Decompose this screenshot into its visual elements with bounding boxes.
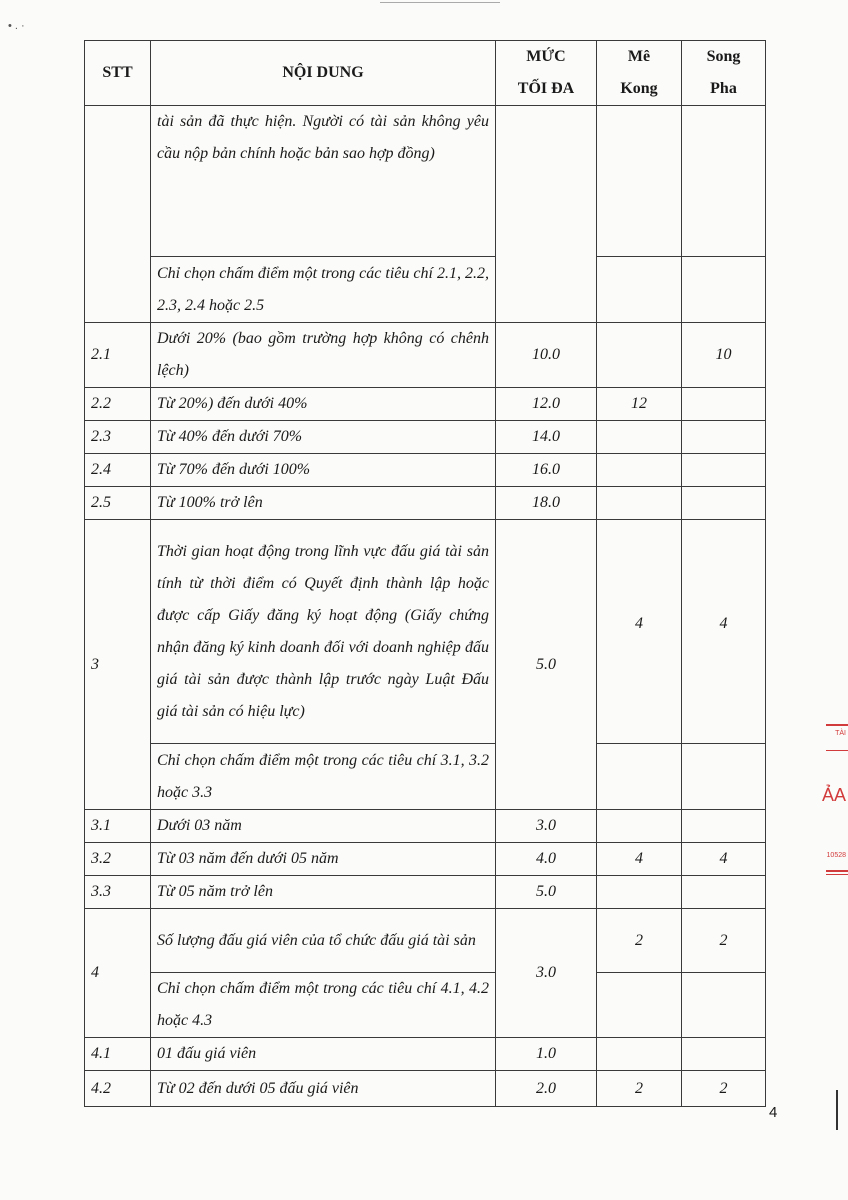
- stt-cell: 4.2: [85, 1071, 151, 1107]
- header-songpha: Song Pha: [682, 41, 766, 106]
- mekong-cell: [597, 973, 682, 1038]
- stt-cell: 4: [85, 909, 151, 1038]
- songpha-cell: 4: [682, 520, 766, 744]
- page-number: 4: [769, 1104, 778, 1121]
- table-row: [85, 973, 766, 1038]
- max-cell: 10.0: [496, 323, 597, 388]
- stt-cell: 3.2: [85, 843, 151, 876]
- songpha-cell: [682, 876, 766, 909]
- mekong-cell: [597, 810, 682, 843]
- songpha-cell: [682, 1038, 766, 1071]
- table-row: [85, 421, 766, 454]
- stt-cell: 2.2: [85, 388, 151, 421]
- content-cell: Dưới 03 năm: [151, 810, 496, 843]
- table-row: [85, 388, 766, 421]
- seal-edge-bottom: [826, 868, 848, 875]
- max-cell: 14.0: [496, 421, 597, 454]
- mekong-cell: 2: [597, 909, 682, 973]
- stt-cell: 3.3: [85, 876, 151, 909]
- stt-cell: 2.4: [85, 454, 151, 487]
- content-cell: Từ 70% đến dưới 100%: [151, 454, 496, 487]
- content-cell: Từ 02 đến dưới 05 đấu giá viên: [151, 1071, 496, 1107]
- content-cell: 01 đấu giá viên: [151, 1038, 496, 1071]
- content-cell: Từ 03 năm đến dưới 05 năm: [151, 843, 496, 876]
- mekong-cell: 2: [597, 1071, 682, 1107]
- max-cell: 12.0: [496, 388, 597, 421]
- table-row: [85, 1071, 766, 1107]
- songpha-cell: [682, 257, 766, 323]
- seal-edge-line: [826, 748, 848, 751]
- max-cell: 5.0: [496, 876, 597, 909]
- mekong-cell: [597, 323, 682, 388]
- table-row: [85, 454, 766, 487]
- choose-criteria-3: Chỉ chọn chấm điểm một trong các tiêu chí 3.1, 3.2 hoặc 3.3: [151, 744, 496, 810]
- content-cell: Từ 100% trở lên: [151, 487, 496, 520]
- scoring-table: [84, 40, 766, 1107]
- mekong-cell: 4: [597, 843, 682, 876]
- content-cell: Từ 40% đến dưới 70%: [151, 421, 496, 454]
- table-row: [85, 744, 766, 810]
- scan-mark: • . ·: [8, 20, 25, 32]
- table-row: [85, 520, 766, 744]
- songpha-cell: [682, 487, 766, 520]
- seal-text-1: TÀI: [835, 730, 846, 737]
- stt-cell: 2.3: [85, 421, 151, 454]
- content-cell: tài sản đã thực hiện. Người có tài sản không yêu cầu nộp bản chính hoặc bản sao hợp đồng): [151, 106, 496, 257]
- stt-cell: 2.1: [85, 323, 151, 388]
- content-cell: Từ 05 năm trở lên: [151, 876, 496, 909]
- max-cell: 5.0: [496, 520, 597, 810]
- table-row: [85, 323, 766, 388]
- mekong-cell: [597, 876, 682, 909]
- mekong-cell: [597, 744, 682, 810]
- scan-edge-mark: [836, 1090, 838, 1130]
- stt-cell: [85, 106, 151, 323]
- max-cell: 16.0: [496, 454, 597, 487]
- mekong-cell: 12: [597, 388, 682, 421]
- max-cell: 18.0: [496, 487, 597, 520]
- mekong-cell: [597, 421, 682, 454]
- max-cell: [496, 106, 597, 323]
- max-cell: 3.0: [496, 810, 597, 843]
- songpha-cell: [682, 744, 766, 810]
- stt-cell: 3.1: [85, 810, 151, 843]
- songpha-cell: 2: [682, 909, 766, 973]
- songpha-cell: 2: [682, 1071, 766, 1107]
- mekong-cell: 4: [597, 520, 682, 744]
- table-row: [85, 487, 766, 520]
- table-row: [85, 876, 766, 909]
- songpha-cell: [682, 421, 766, 454]
- songpha-cell: [682, 388, 766, 421]
- table-row: [85, 810, 766, 843]
- max-cell: 4.0: [496, 843, 597, 876]
- seal-text-2: ẢA: [821, 785, 846, 805]
- scan-top-mark: [380, 2, 500, 3]
- content-cell: Số lượng đấu giá viên của tổ chức đấu giá tài sản: [151, 909, 496, 973]
- mekong-cell: [597, 106, 682, 257]
- content-cell: Từ 20%) đến dưới 40%: [151, 388, 496, 421]
- table-row: [85, 1038, 766, 1071]
- seal-edge-top: [826, 722, 848, 726]
- max-cell: 2.0: [496, 1071, 597, 1107]
- mekong-cell: [597, 1038, 682, 1071]
- songpha-cell: [682, 810, 766, 843]
- choose-criteria-4: Chỉ chọn chấm điểm một trong các tiêu chí 4.1, 4.2 hoặc 4.3: [151, 973, 496, 1038]
- table-row: [85, 257, 766, 323]
- table-header-row: [85, 41, 766, 106]
- songpha-cell: [682, 454, 766, 487]
- table-row: [85, 909, 766, 973]
- songpha-cell: [682, 106, 766, 257]
- content-cell: Dưới 20% (bao gồm trường hợp không có chênh lệch): [151, 323, 496, 388]
- songpha-cell: [682, 973, 766, 1038]
- content-cell: Thời gian hoạt động trong lĩnh vực đấu giá tài sản tính từ thời điểm có Quyết định thành lập hoặc được cấp Giấy đăng ký hoạt động (Giấy chứng nhận đăng ký kinh doanh đối với doanh nghiệp đấu giá tài sản được thành lập trước ngày Luật Đấu giá tài sản có hiệu lực): [151, 520, 496, 744]
- header-content: NỘI DUNG: [151, 41, 496, 106]
- seal-text-3: 10528: [826, 852, 846, 859]
- header-mekong: Mê Kong: [597, 41, 682, 106]
- stt-cell: 2.5: [85, 487, 151, 520]
- max-cell: 3.0: [496, 909, 597, 1038]
- header-stt: STT: [85, 41, 151, 106]
- table-row: [85, 106, 766, 257]
- mekong-cell: [597, 454, 682, 487]
- table-row: [85, 843, 766, 876]
- stt-cell: 3: [85, 520, 151, 810]
- header-max: MỨC TỐI ĐA: [496, 41, 597, 106]
- songpha-cell: 10: [682, 323, 766, 388]
- songpha-cell: 4: [682, 843, 766, 876]
- mekong-cell: [597, 257, 682, 323]
- mekong-cell: [597, 487, 682, 520]
- max-cell: 1.0: [496, 1038, 597, 1071]
- choose-criteria-2: Chỉ chọn chấm điểm một trong các tiêu chí 2.1, 2.2, 2.3, 2.4 hoặc 2.5: [151, 257, 496, 323]
- stt-cell: 4.1: [85, 1038, 151, 1071]
